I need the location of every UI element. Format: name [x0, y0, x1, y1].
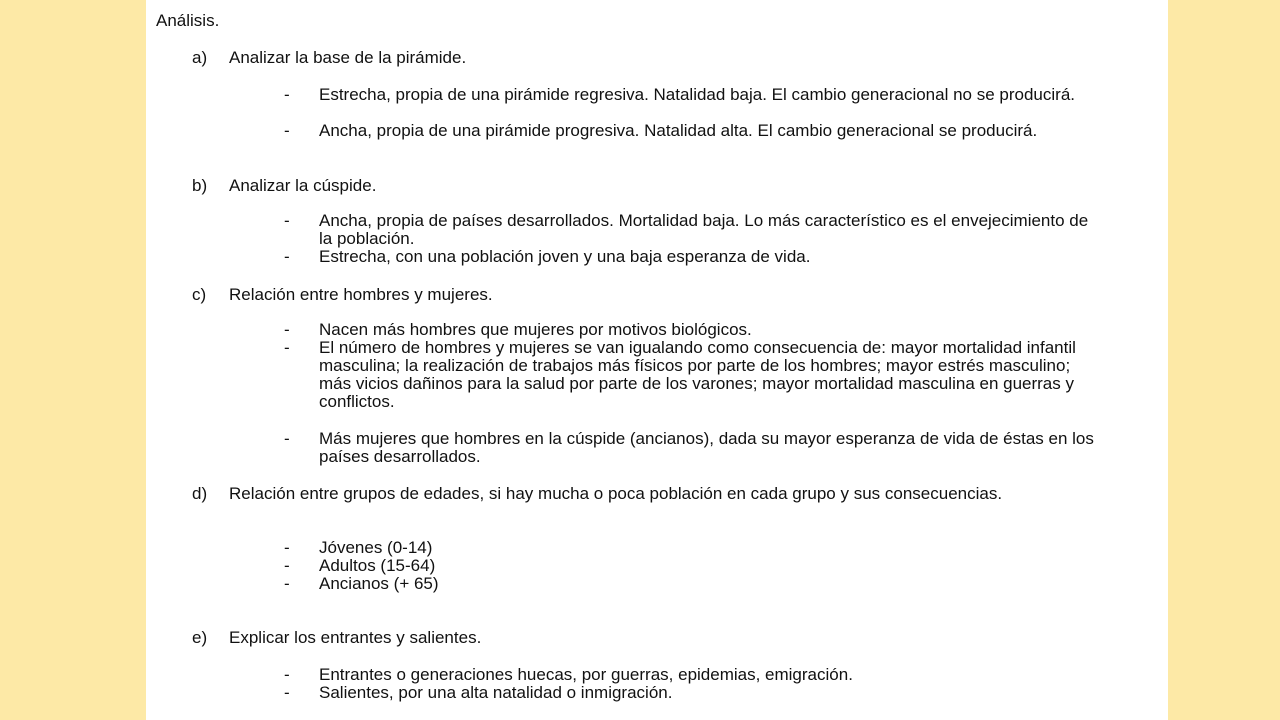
- document-heading: Análisis.: [156, 11, 220, 30]
- list-item-text: Ancha, propia de una pirámide progresiva. Natalidad alta. El cambio generacional se producirá.: [319, 121, 1038, 140]
- section-letter: b): [192, 176, 208, 195]
- section-letter: a): [192, 48, 208, 67]
- list-item-text: El número de hombres y mujeres se van igualando como consecuencia de: mayor mortalidad infantil masculina; la realización de trabajos más físicos por parte de los hombres; mayor estrés masculino; más vicios dañinos para la salud por parte de los varones; mayor mortalidad masculina en guerras y conflictos.: [319, 338, 1076, 411]
- bullet-dash: -: [284, 429, 290, 448]
- bullet-dash: -: [284, 85, 290, 104]
- section-letter: d): [192, 484, 208, 503]
- section-title-text: Explicar los entrantes y salientes.: [229, 628, 482, 647]
- list-item-text: Salientes, por una alta natalidad o inmigración.: [319, 683, 673, 702]
- section-title-text: Relación entre hombres y mujeres.: [229, 285, 493, 304]
- bullet-dash: -: [284, 338, 290, 357]
- list-item-text: Ancha, propia de países desarrollados. Mortalidad baja. Lo más característico es el envejecimiento de la población.: [319, 211, 1089, 248]
- list-item-text: Entrantes o generaciones huecas, por guerras, epidemias, emigración.: [319, 665, 853, 684]
- section-title-text: Analizar la cúspide.: [229, 176, 377, 195]
- list-item-text: Adultos (15-64): [319, 556, 436, 575]
- section-title-text: Relación entre grupos de edades, si hay mucha o poca población en cada grupo y sus consecuencias.: [229, 484, 1003, 503]
- document-page: [146, 0, 1168, 720]
- list-item-text: Nacen más hombres que mujeres por motivos biológicos.: [319, 320, 752, 339]
- section-letter: e): [192, 628, 208, 647]
- bullet-dash: -: [284, 320, 290, 339]
- list-item-text: Estrecha, con una población joven y una baja esperanza de vida.: [319, 247, 811, 266]
- list-item-text: Ancianos (+ 65): [319, 574, 439, 593]
- list-item-text: Jóvenes (0-14): [319, 538, 433, 557]
- section-title-text: Analizar la base de la pirámide.: [229, 48, 467, 67]
- bullet-dash: -: [284, 247, 290, 266]
- bullet-dash: -: [284, 211, 290, 230]
- bullet-dash: -: [284, 538, 290, 557]
- bullet-dash: -: [284, 574, 290, 593]
- section-letter: c): [192, 285, 207, 304]
- bullet-dash: -: [284, 556, 290, 575]
- list-item-text: Estrecha, propia de una pirámide regresiva. Natalidad baja. El cambio generacional no se producirá.: [319, 85, 1075, 104]
- list-item-text: Más mujeres que hombres en la cúspide (ancianos), dada su mayor esperanza de vida de éstas en los países desarrollados.: [319, 429, 1094, 466]
- bullet-dash: -: [284, 121, 290, 140]
- bullet-dash: -: [284, 665, 290, 684]
- bullet-dash: -: [284, 683, 290, 702]
